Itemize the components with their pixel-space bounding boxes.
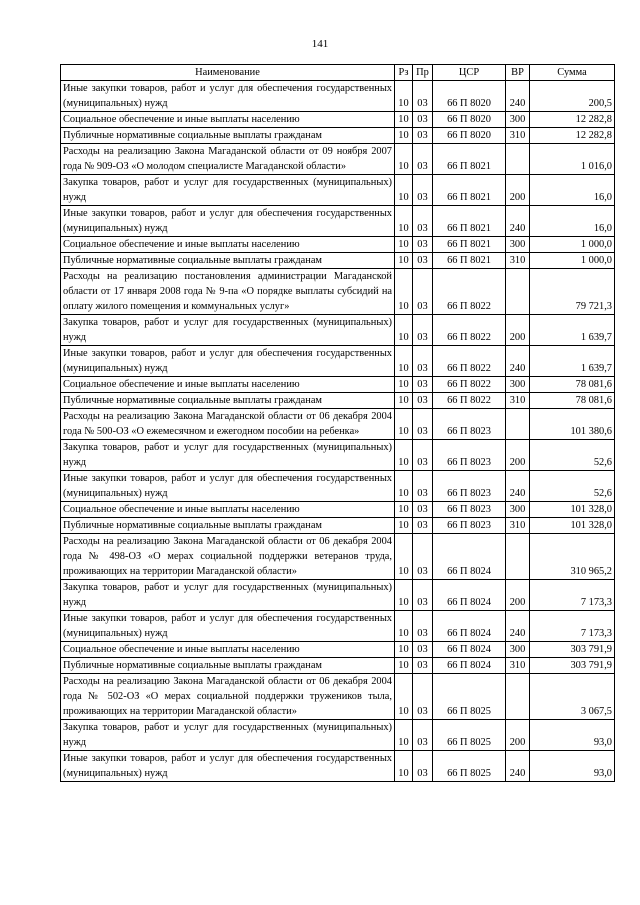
cell-rz: 10	[395, 377, 413, 393]
header-rz: Рз	[395, 65, 413, 81]
table-row	[61, 175, 615, 206]
cell-rz: 10	[395, 720, 413, 751]
cell-csr: 66 П 8024	[433, 534, 506, 580]
cell-name: Закупка товаров, работ и услуг для государственных (муниципальных) нужд	[61, 720, 395, 751]
table-row	[61, 534, 615, 580]
cell-name: Социальное обеспечение и иные выплаты населению	[61, 642, 395, 658]
cell-rz: 10	[395, 534, 413, 580]
budget-table	[60, 64, 615, 782]
cell-vr: 310	[506, 393, 530, 409]
cell-vr	[506, 674, 530, 720]
cell-csr: 66 П 8021	[433, 175, 506, 206]
cell-vr: 310	[506, 128, 530, 144]
cell-pr: 03	[413, 237, 433, 253]
cell-pr: 03	[413, 175, 433, 206]
cell-name: Социальное обеспечение и иные выплаты населению	[61, 502, 395, 518]
cell-sum: 101 328,0	[530, 502, 615, 518]
table-row	[61, 674, 615, 720]
cell-vr: 310	[506, 253, 530, 269]
cell-pr: 03	[413, 377, 433, 393]
cell-name: Публичные нормативные социальные выплаты гражданам	[61, 128, 395, 144]
cell-pr: 03	[413, 440, 433, 471]
cell-sum: 1 000,0	[530, 253, 615, 269]
cell-csr: 66 П 8025	[433, 720, 506, 751]
cell-csr: 66 П 8022	[433, 377, 506, 393]
cell-csr: 66 П 8024	[433, 611, 506, 642]
cell-vr: 200	[506, 175, 530, 206]
cell-pr: 03	[413, 580, 433, 611]
cell-rz: 10	[395, 471, 413, 502]
table-row	[61, 502, 615, 518]
cell-sum: 310 965,2	[530, 534, 615, 580]
table-row	[61, 393, 615, 409]
cell-pr: 03	[413, 144, 433, 175]
cell-pr: 03	[413, 112, 433, 128]
table-row	[61, 269, 615, 315]
cell-vr: 200	[506, 580, 530, 611]
cell-sum: 101 380,6	[530, 409, 615, 440]
cell-rz: 10	[395, 253, 413, 269]
cell-pr: 03	[413, 534, 433, 580]
cell-name: Закупка товаров, работ и услуг для государственных (муниципальных) нужд	[61, 315, 395, 346]
cell-pr: 03	[413, 206, 433, 237]
table-row	[61, 720, 615, 751]
cell-name: Социальное обеспечение и иные выплаты населению	[61, 112, 395, 128]
cell-vr: 240	[506, 346, 530, 377]
cell-pr: 03	[413, 720, 433, 751]
cell-vr: 240	[506, 751, 530, 782]
cell-sum: 12 282,8	[530, 112, 615, 128]
header-sum: Сумма	[530, 65, 615, 81]
cell-vr	[506, 409, 530, 440]
cell-name: Иные закупки товаров, работ и услуг для обеспечения государственных (муниципальных) нужд	[61, 206, 395, 237]
cell-pr: 03	[413, 81, 433, 112]
cell-rz: 10	[395, 440, 413, 471]
cell-csr: 66 П 8020	[433, 112, 506, 128]
cell-sum: 52,6	[530, 471, 615, 502]
table-row	[61, 346, 615, 377]
cell-csr: 66 П 8021	[433, 237, 506, 253]
cell-sum: 1 639,7	[530, 346, 615, 377]
cell-csr: 66 П 8022	[433, 315, 506, 346]
cell-pr: 03	[413, 502, 433, 518]
cell-name: Расходы на реализацию Закона Магаданской области от 09 ноября 2007 года № 909-ОЗ «О молодом специалисте Магаданской области»	[61, 144, 395, 175]
cell-name: Закупка товаров, работ и услуг для государственных (муниципальных) нужд	[61, 580, 395, 611]
table-body	[61, 81, 615, 782]
cell-sum: 303 791,9	[530, 658, 615, 674]
cell-pr: 03	[413, 611, 433, 642]
table-row	[61, 471, 615, 502]
cell-name: Иные закупки товаров, работ и услуг для обеспечения государственных (муниципальных) нужд	[61, 346, 395, 377]
cell-sum: 7 173,3	[530, 611, 615, 642]
cell-csr: 66 П 8022	[433, 269, 506, 315]
cell-pr: 03	[413, 409, 433, 440]
cell-csr: 66 П 8025	[433, 751, 506, 782]
cell-vr: 300	[506, 642, 530, 658]
table-row	[61, 144, 615, 175]
cell-pr: 03	[413, 642, 433, 658]
cell-vr	[506, 144, 530, 175]
cell-csr: 66 П 8020	[433, 81, 506, 112]
cell-pr: 03	[413, 346, 433, 377]
cell-vr: 240	[506, 206, 530, 237]
cell-vr: 300	[506, 237, 530, 253]
cell-name: Иные закупки товаров, работ и услуг для обеспечения государственных (муниципальных) нужд	[61, 471, 395, 502]
cell-rz: 10	[395, 611, 413, 642]
cell-csr: 66 П 8022	[433, 393, 506, 409]
cell-rz: 10	[395, 269, 413, 315]
cell-rz: 10	[395, 642, 413, 658]
cell-pr: 03	[413, 269, 433, 315]
cell-name: Публичные нормативные социальные выплаты гражданам	[61, 393, 395, 409]
header-name: Наименование	[61, 65, 395, 81]
cell-name: Социальное обеспечение и иные выплаты населению	[61, 237, 395, 253]
cell-name: Расходы на реализацию постановления администрации Магаданской области от 17 января 2008 года № 9-па «О порядке выплаты субсидий на оплату жилого помещения и коммунальных услуг»	[61, 269, 395, 315]
cell-vr: 310	[506, 658, 530, 674]
cell-vr: 240	[506, 611, 530, 642]
cell-csr: 66 П 8023	[433, 409, 506, 440]
cell-name: Закупка товаров, работ и услуг для государственных (муниципальных) нужд	[61, 440, 395, 471]
cell-sum: 1 639,7	[530, 315, 615, 346]
cell-pr: 03	[413, 674, 433, 720]
cell-rz: 10	[395, 175, 413, 206]
cell-sum: 7 173,3	[530, 580, 615, 611]
cell-name: Расходы на реализацию Закона Магаданской области от 06 декабря 2004 года № 500-ОЗ «О ежемесячном и ежегодном пособии на ребенка»	[61, 409, 395, 440]
cell-csr: 66 П 8021	[433, 144, 506, 175]
table-header-row	[61, 65, 615, 81]
table-row	[61, 658, 615, 674]
table-row	[61, 409, 615, 440]
cell-rz: 10	[395, 751, 413, 782]
cell-vr	[506, 269, 530, 315]
cell-name: Закупка товаров, работ и услуг для государственных (муниципальных) нужд	[61, 175, 395, 206]
cell-vr: 200	[506, 720, 530, 751]
cell-sum: 101 328,0	[530, 518, 615, 534]
cell-pr: 03	[413, 751, 433, 782]
cell-name: Иные закупки товаров, работ и услуг для обеспечения государственных (муниципальных) нужд	[61, 611, 395, 642]
table-row	[61, 206, 615, 237]
table-row	[61, 642, 615, 658]
cell-rz: 10	[395, 237, 413, 253]
cell-vr: 200	[506, 440, 530, 471]
cell-vr: 310	[506, 518, 530, 534]
cell-csr: 66 П 8023	[433, 518, 506, 534]
cell-csr: 66 П 8024	[433, 642, 506, 658]
table-row	[61, 580, 615, 611]
cell-name: Иные закупки товаров, работ и услуг для обеспечения государственных (муниципальных) нужд	[61, 751, 395, 782]
cell-sum: 200,5	[530, 81, 615, 112]
cell-name: Публичные нормативные социальные выплаты гражданам	[61, 518, 395, 534]
cell-rz: 10	[395, 206, 413, 237]
table-row	[61, 377, 615, 393]
cell-rz: 10	[395, 346, 413, 377]
cell-vr: 240	[506, 471, 530, 502]
cell-sum: 78 081,6	[530, 377, 615, 393]
cell-rz: 10	[395, 658, 413, 674]
cell-vr: 300	[506, 377, 530, 393]
cell-rz: 10	[395, 674, 413, 720]
header-csr: ЦСР	[433, 65, 506, 81]
cell-sum: 1 000,0	[530, 237, 615, 253]
cell-rz: 10	[395, 580, 413, 611]
cell-sum: 3 067,5	[530, 674, 615, 720]
cell-rz: 10	[395, 112, 413, 128]
table-row	[61, 518, 615, 534]
cell-sum: 12 282,8	[530, 128, 615, 144]
cell-rz: 10	[395, 128, 413, 144]
cell-pr: 03	[413, 658, 433, 674]
cell-csr: 66 П 8024	[433, 580, 506, 611]
cell-rz: 10	[395, 409, 413, 440]
table-row	[61, 112, 615, 128]
cell-pr: 03	[413, 393, 433, 409]
cell-name: Социальное обеспечение и иные выплаты населению	[61, 377, 395, 393]
table-row	[61, 440, 615, 471]
cell-name: Публичные нормативные социальные выплаты гражданам	[61, 253, 395, 269]
cell-rz: 10	[395, 518, 413, 534]
cell-csr: 66 П 8023	[433, 440, 506, 471]
cell-csr: 66 П 8023	[433, 471, 506, 502]
cell-vr: 300	[506, 502, 530, 518]
header-pr: Пр	[413, 65, 433, 81]
cell-csr: 66 П 8021	[433, 253, 506, 269]
page-number: 141	[311, 38, 329, 50]
cell-csr: 66 П 8023	[433, 502, 506, 518]
cell-sum: 78 081,6	[530, 393, 615, 409]
table-row	[61, 315, 615, 346]
cell-vr: 300	[506, 112, 530, 128]
table-row	[61, 253, 615, 269]
cell-name: Публичные нормативные социальные выплаты гражданам	[61, 658, 395, 674]
cell-pr: 03	[413, 518, 433, 534]
cell-csr: 66 П 8025	[433, 674, 506, 720]
cell-sum: 79 721,3	[530, 269, 615, 315]
cell-sum: 16,0	[530, 206, 615, 237]
cell-rz: 10	[395, 502, 413, 518]
cell-name: Расходы на реализацию Закона Магаданской области от 06 декабря 2004 года № 498-ОЗ «О мерах социальной поддержки ветеранов труда, проживающих на территории Магаданской области»	[61, 534, 395, 580]
cell-pr: 03	[413, 315, 433, 346]
table-row	[61, 81, 615, 112]
cell-sum: 93,0	[530, 751, 615, 782]
cell-csr: 66 П 8024	[433, 658, 506, 674]
cell-name: Иные закупки товаров, работ и услуг для обеспечения государственных (муниципальных) нужд	[61, 81, 395, 112]
table-row	[61, 751, 615, 782]
cell-vr: 240	[506, 81, 530, 112]
cell-pr: 03	[413, 128, 433, 144]
cell-sum: 1 016,0	[530, 144, 615, 175]
cell-vr	[506, 534, 530, 580]
cell-sum: 16,0	[530, 175, 615, 206]
cell-name: Расходы на реализацию Закона Магаданской области от 06 декабря 2004 года № 502-ОЗ «О мерах социальной поддержки тружеников тыла, проживающих на территории Магаданской области»	[61, 674, 395, 720]
cell-pr: 03	[413, 253, 433, 269]
cell-rz: 10	[395, 81, 413, 112]
cell-sum: 52,6	[530, 440, 615, 471]
cell-pr: 03	[413, 471, 433, 502]
cell-csr: 66 П 8021	[433, 206, 506, 237]
cell-rz: 10	[395, 144, 413, 175]
header-vr: ВР	[506, 65, 530, 81]
cell-vr: 200	[506, 315, 530, 346]
cell-sum: 93,0	[530, 720, 615, 751]
cell-csr: 66 П 8022	[433, 346, 506, 377]
table-row	[61, 128, 615, 144]
cell-rz: 10	[395, 315, 413, 346]
table-row	[61, 237, 615, 253]
cell-rz: 10	[395, 393, 413, 409]
table-row	[61, 611, 615, 642]
cell-csr: 66 П 8020	[433, 128, 506, 144]
cell-sum: 303 791,9	[530, 642, 615, 658]
